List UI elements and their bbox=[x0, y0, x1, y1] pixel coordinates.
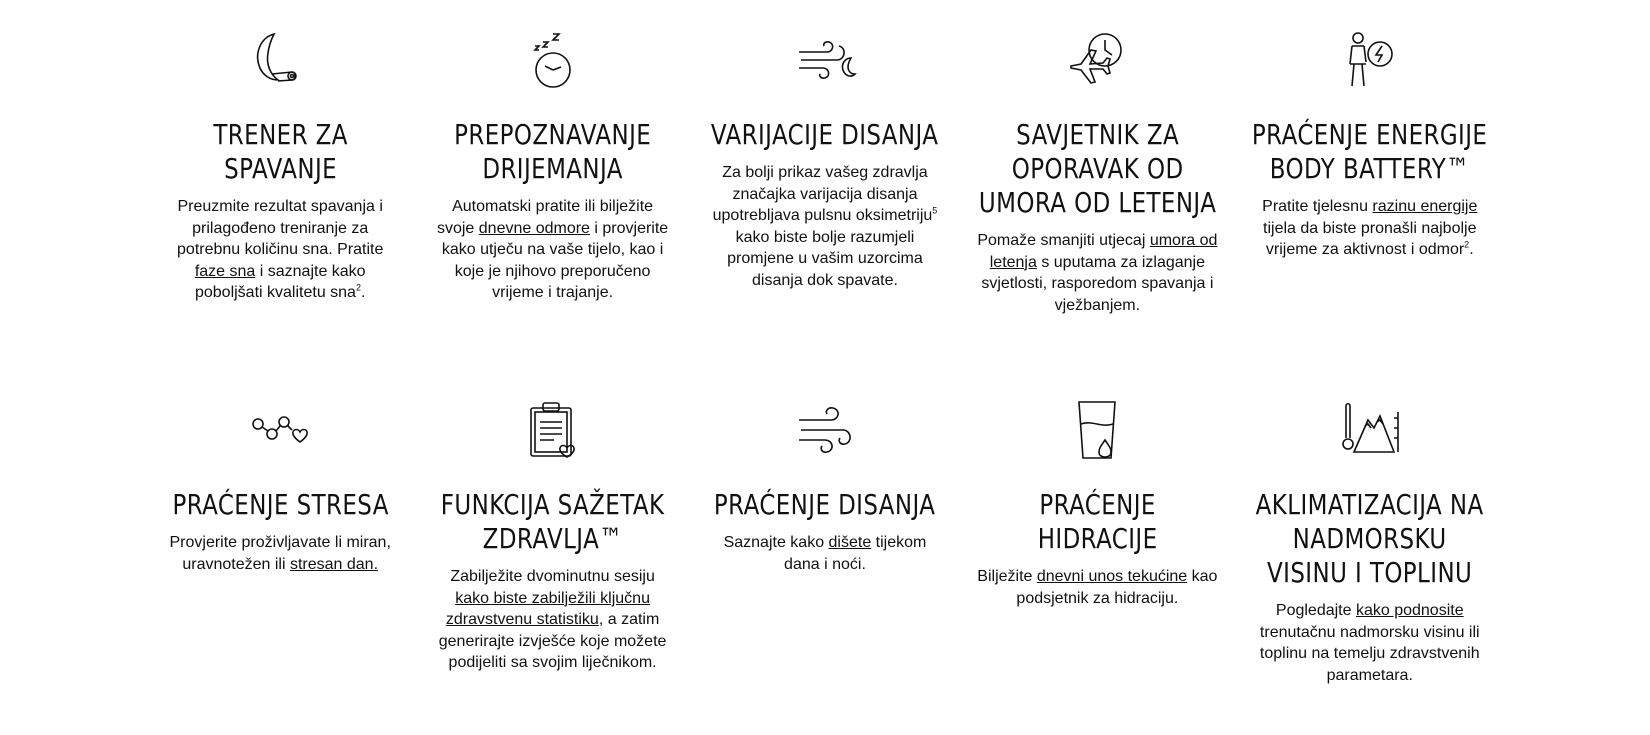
feature-link[interactable]: razinu energije bbox=[1372, 198, 1478, 215]
description-text: , a zatim generirajte izvješće koje možete podijeliti sa svojim liječnikom. bbox=[438, 611, 667, 671]
feature-card bbox=[1234, 24, 1506, 394]
description-text: s uputama za izlaganje svjetlosti, rasporedom spavanja i vježbanjem. bbox=[981, 253, 1214, 314]
feature-card bbox=[144, 24, 416, 394]
feature-card bbox=[416, 394, 688, 734]
feature-card bbox=[689, 24, 961, 394]
feature-card bbox=[961, 394, 1233, 734]
description-text: Zabilježite dvominutnu sesiju bbox=[450, 568, 655, 585]
feature-title: PRAĆENJE STRESA bbox=[172, 488, 389, 521]
feature-description bbox=[432, 196, 672, 304]
feature-link[interactable]: dnevni unos tekućine bbox=[1036, 568, 1188, 585]
nap-detection-icon bbox=[517, 24, 589, 96]
feature-link[interactable]: umora od letenja bbox=[989, 232, 1218, 271]
description-text: i saznajte kako poboljšati kvalitetu sna bbox=[194, 262, 366, 301]
description-text: Automatski pratite ili bilježite svoje bbox=[436, 198, 654, 237]
feature-title: SAVJETNIK ZA OPORAVAK OD UMORA OD LETENJA bbox=[978, 118, 1217, 219]
description-text: tijekom dana i noći. bbox=[784, 534, 927, 573]
description-text: trenutačnu nadmorsku visinu ili toplinu na temelju zdravstvenih parametara. bbox=[1259, 623, 1480, 684]
description-text: tijela da biste pronašli najbolje vrijeme za aktivnost i odmor bbox=[1263, 219, 1477, 258]
description-text: Pogledajte bbox=[1275, 602, 1356, 619]
acclimation-icon bbox=[1334, 394, 1406, 466]
feature-title: AKLIMATIZACIJA NA NADMORSKU VISINU I TOPLINU bbox=[1255, 488, 1484, 589]
feature-description bbox=[1250, 196, 1490, 261]
feature-link[interactable]: dnevne odmore bbox=[478, 219, 590, 237]
description-text: kako biste bolje razumjeli promjene u vašim uzorcima disanja dok spavate. bbox=[727, 228, 923, 289]
description-text: . bbox=[1469, 241, 1474, 258]
feature-description bbox=[1250, 600, 1490, 686]
feature-card bbox=[961, 24, 1233, 394]
feature-description bbox=[977, 566, 1217, 609]
feature-link[interactable]: faze sna bbox=[194, 262, 256, 280]
respiration-tracking-icon bbox=[789, 394, 861, 466]
feature-link[interactable]: kako biste zabilježili ključnu zdravstvenu statistiku bbox=[445, 589, 650, 628]
feature-title: TRENER ZA SPAVANJE bbox=[212, 118, 348, 185]
breathing-variations-icon bbox=[789, 24, 861, 96]
feature-link[interactable]: kako podnosite bbox=[1355, 602, 1464, 619]
feature-title: PRAĆENJE DISANJA bbox=[714, 488, 936, 521]
description-text: kao podsjetnik za hidraciju. bbox=[1016, 568, 1218, 607]
feature-description bbox=[705, 162, 945, 291]
feature-description bbox=[432, 566, 672, 674]
feature-card bbox=[1234, 394, 1506, 734]
feature-description bbox=[977, 230, 1217, 316]
feature-title: FUNKCIJA SAŽETAK ZDRAVLJA™ bbox=[440, 488, 665, 555]
feature-link[interactable]: stresan dan. bbox=[289, 555, 379, 573]
features-grid bbox=[144, 24, 1506, 734]
description-text: Provjerite proživljavate li miran, uravnotežen ili bbox=[169, 534, 391, 573]
feature-description bbox=[705, 532, 945, 575]
description-text: Preuzmite rezultat spavanja i prilagođeno treniranje za potrebnu količinu sna. Pratite bbox=[177, 198, 384, 258]
description-text: Za bolji prikaz vašeg zdravlja značajka varijacija disanja upotrebljava pulsnu oksimetriju bbox=[712, 164, 933, 224]
description-text: Pomaže smanjiti utjecaj bbox=[977, 232, 1150, 249]
feature-title: PRAĆENJE ENERGIJE BODY BATTERY™ bbox=[1252, 118, 1488, 185]
sleep-coach-icon bbox=[244, 24, 316, 96]
feature-title: PREPOZNAVANJE DRIJEMANJA bbox=[454, 118, 652, 185]
feature-card bbox=[144, 394, 416, 734]
stress-tracking-icon bbox=[244, 394, 316, 466]
feature-card bbox=[689, 394, 961, 734]
feature-link[interactable]: dišete bbox=[828, 534, 872, 551]
body-battery-icon bbox=[1334, 24, 1406, 96]
footnote-ref: 2 bbox=[1464, 239, 1470, 250]
description-text: i provjerite kako utječu na vaše tijelo, kao i koje je njihovo preporučeno vrijeme i trajanje. bbox=[441, 219, 669, 301]
footnote-ref: 5 bbox=[932, 205, 938, 216]
health-snapshot-icon bbox=[517, 394, 589, 466]
footnote-ref: 2 bbox=[355, 282, 361, 293]
feature-description bbox=[160, 532, 400, 575]
feature-title: VARIJACIJE DISANJA bbox=[711, 118, 939, 151]
feature-card bbox=[416, 24, 688, 394]
hydration-tracking-icon bbox=[1061, 394, 1133, 466]
description-text: Saznajte kako bbox=[723, 534, 829, 551]
description-text: . bbox=[360, 284, 366, 301]
feature-title: PRAĆENJE HIDRACIJE bbox=[1037, 488, 1158, 555]
description-text: Pratite tjelesnu bbox=[1262, 198, 1373, 215]
jet-lag-advisor-icon bbox=[1061, 24, 1133, 96]
description-text: Bilježite bbox=[977, 568, 1037, 585]
feature-description bbox=[160, 196, 400, 304]
